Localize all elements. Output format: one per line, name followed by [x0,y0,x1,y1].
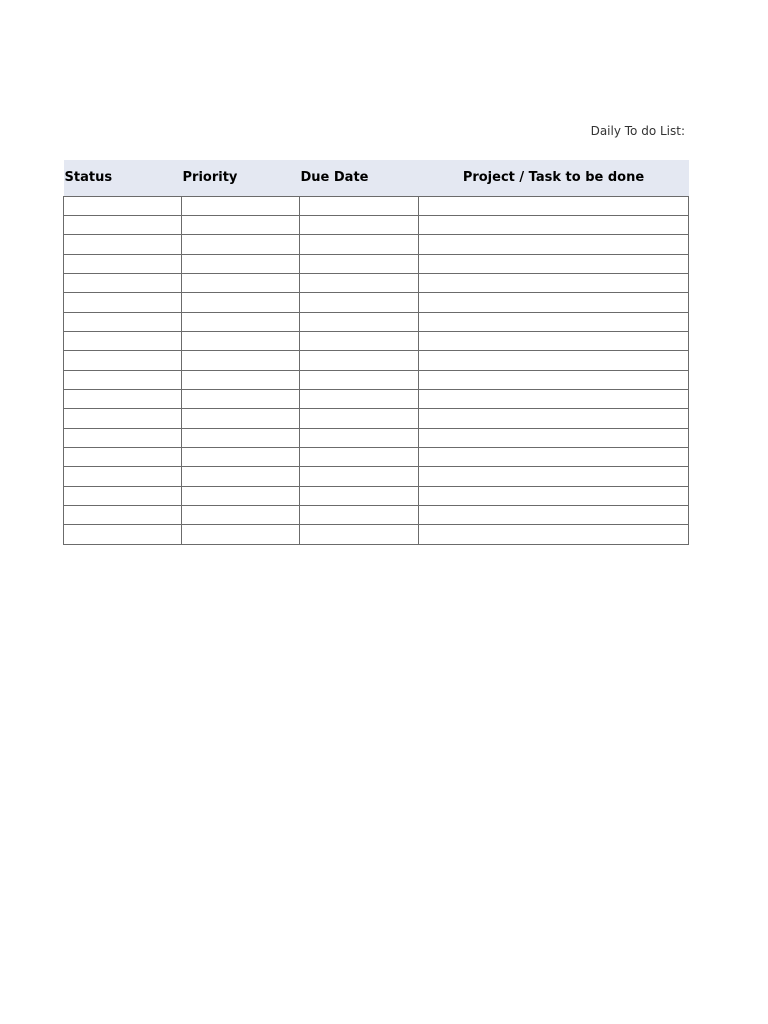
status-cell[interactable] [64,196,182,215]
task-cell[interactable] [419,351,689,370]
status-cell[interactable] [64,215,182,234]
task-cell[interactable] [419,467,689,486]
table-row [64,370,689,389]
table-row [64,215,689,234]
priority-cell[interactable] [182,215,300,234]
task-cell[interactable] [419,293,689,312]
due-date-cell[interactable] [300,215,419,234]
due-date-cell[interactable] [300,254,419,273]
table-row [64,196,689,215]
status-cell[interactable] [64,447,182,466]
due-date-cell[interactable] [300,196,419,215]
task-cell[interactable] [419,331,689,350]
task-cell[interactable] [419,506,689,525]
task-cell[interactable] [419,525,689,544]
status-cell[interactable] [64,370,182,389]
priority-cell[interactable] [182,428,300,447]
status-cell[interactable] [64,467,182,486]
due-date-cell[interactable] [300,486,419,505]
task-cell[interactable] [419,312,689,331]
status-cell[interactable] [64,525,182,544]
priority-cell[interactable] [182,409,300,428]
column-header-due-date: Due Date [300,170,369,186]
due-date-cell[interactable] [300,409,419,428]
table-row [64,254,689,273]
due-date-cell[interactable] [300,447,419,466]
status-cell[interactable] [64,273,182,292]
table-row [64,312,689,331]
table-row [64,525,689,544]
status-cell[interactable] [64,235,182,254]
due-date-cell[interactable] [300,293,419,312]
task-cell[interactable] [419,235,689,254]
due-date-cell[interactable] [300,312,419,331]
due-date-cell[interactable] [300,467,419,486]
priority-cell[interactable] [182,254,300,273]
task-cell[interactable] [419,447,689,466]
priority-cell[interactable] [182,235,300,254]
table-row [64,506,689,525]
priority-cell[interactable] [182,486,300,505]
status-cell[interactable] [64,293,182,312]
due-date-cell[interactable] [300,331,419,350]
priority-cell[interactable] [182,370,300,389]
due-date-cell[interactable] [300,389,419,408]
status-cell[interactable] [64,254,182,273]
due-date-cell[interactable] [300,506,419,525]
priority-cell[interactable] [182,389,300,408]
status-cell[interactable] [64,506,182,525]
task-cell[interactable] [419,370,689,389]
status-cell[interactable] [64,389,182,408]
table-row [64,486,689,505]
todo-table [63,160,689,545]
task-cell[interactable] [419,389,689,408]
task-cell[interactable] [419,428,689,447]
task-cell[interactable] [419,273,689,292]
task-cell[interactable] [419,254,689,273]
status-cell[interactable] [64,312,182,331]
task-cell[interactable] [419,215,689,234]
task-cell[interactable] [419,196,689,215]
table-row [64,331,689,350]
table-row [64,293,689,312]
task-cell[interactable] [419,486,689,505]
priority-cell[interactable] [182,331,300,350]
status-cell[interactable] [64,351,182,370]
table-row [64,351,689,370]
status-cell[interactable] [64,486,182,505]
due-date-cell[interactable] [300,273,419,292]
table-row [64,389,689,408]
column-header-priority: Priority [182,170,238,186]
table-header-row [64,160,689,196]
priority-cell[interactable] [182,273,300,292]
priority-cell[interactable] [182,467,300,486]
table-row [64,467,689,486]
due-date-cell[interactable] [300,370,419,389]
due-date-cell[interactable] [300,235,419,254]
status-cell[interactable] [64,428,182,447]
table-row [64,428,689,447]
priority-cell[interactable] [182,312,300,331]
table-body [64,196,689,544]
table-row [64,273,689,292]
due-date-cell[interactable] [300,525,419,544]
page-title: Daily To do List: [590,124,685,138]
column-header-task: Project / Task to be done [462,170,645,186]
priority-cell[interactable] [182,196,300,215]
table-row [64,447,689,466]
due-date-cell[interactable] [300,428,419,447]
due-date-cell[interactable] [300,351,419,370]
task-cell[interactable] [419,409,689,428]
table-row [64,409,689,428]
column-header-status: Status [64,170,113,186]
priority-cell[interactable] [182,525,300,544]
priority-cell[interactable] [182,351,300,370]
status-cell[interactable] [64,331,182,350]
priority-cell[interactable] [182,447,300,466]
priority-cell[interactable] [182,293,300,312]
status-cell[interactable] [64,409,182,428]
priority-cell[interactable] [182,506,300,525]
table-row [64,235,689,254]
